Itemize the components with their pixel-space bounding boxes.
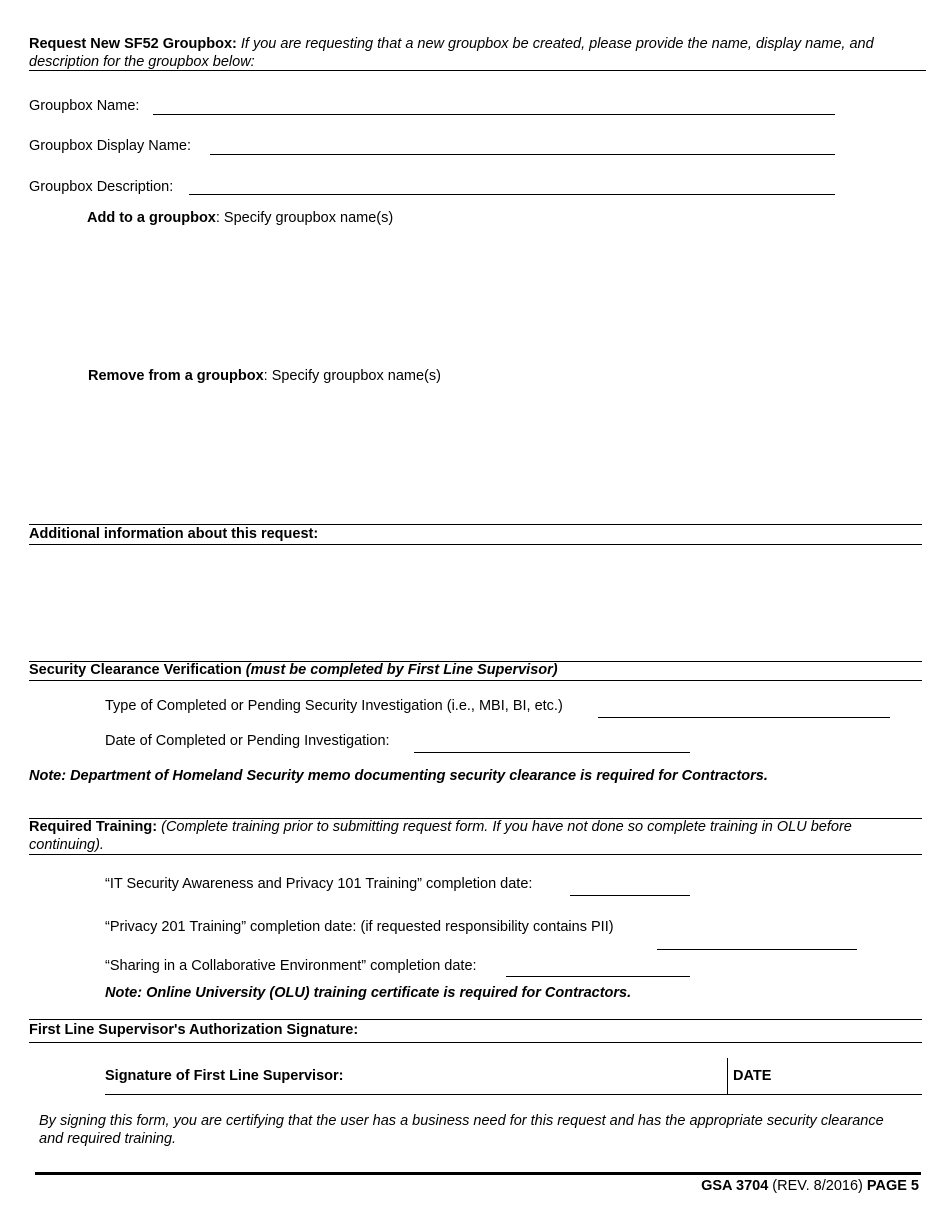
investigation-date-field[interactable] [414,752,690,753]
security-header [29,661,558,679]
training-heading: Required Training: [29,819,158,835]
divider [29,1042,922,1043]
divider [29,70,926,71]
training-note: Note: Online University (OLU) training certificate is required for Contractors. [105,985,632,1001]
it-security-label: “IT Security Awareness and Privacy 101 Training” completion date: [105,876,533,892]
investigation-type-label: Type of Completed or Pending Security Investigation (i.e., MBI, BI, etc.) [105,698,563,714]
new-groupbox-heading: Request New SF52 Groupbox: [29,36,237,52]
add-groupbox-line [87,209,393,227]
remove-groupbox-line [88,367,441,385]
divider [29,544,922,545]
add-groupbox-instruction: : Specify groupbox name(s) [215,210,394,226]
additional-info-heading: Additional information about this request: [29,526,319,542]
it-security-date-field[interactable] [570,895,690,896]
security-heading-note: (must be completed by First Line Supervisor) [245,662,558,678]
groupbox-name-field[interactable] [153,114,835,115]
remove-groupbox-instruction: : Specify groupbox name(s) [263,368,441,384]
divider [105,1094,922,1095]
new-groupbox-header [29,35,919,71]
security-heading: Security Clearance Verification [29,662,242,678]
form-number: GSA 3704 [701,1178,769,1194]
training-header [29,818,922,854]
groupbox-display-name-label: Groupbox Display Name: [29,138,191,154]
remove-groupbox-entry-area[interactable] [88,390,918,515]
divider [29,1019,922,1020]
form-revision: (REV. 8/2016) [772,1178,863,1194]
signature-field[interactable] [370,1058,725,1094]
add-groupbox-label: Add to a groupbox [87,210,216,226]
signature-label: Signature of First Line Supervisor: [105,1068,344,1084]
footer-rule [35,1172,921,1175]
training-instruction: (Complete training prior to submitting request form. If you have not done so complete training in OLU before continuing). [29,819,852,853]
groupbox-display-name-field[interactable] [210,154,835,155]
investigation-date-label: Date of Completed or Pending Investigation: [105,733,390,749]
divider [29,854,922,855]
footer [701,1177,919,1195]
groupbox-description-label: Groupbox Description: [29,179,174,195]
additional-info-entry-area[interactable] [29,548,922,656]
groupbox-description-field[interactable] [189,194,835,195]
date-label: DATE [733,1068,772,1084]
certification-text: By signing this form, you are certifying that the user has a business need for this request and has the appropriate security clearance and required training. [39,1113,884,1147]
sharing-label: “Sharing in a Collaborative Environment” completion date: [105,958,477,974]
page-number: PAGE 5 [866,1178,919,1194]
signature-date-separator [727,1058,728,1094]
investigation-type-field[interactable] [598,717,890,718]
divider [29,680,922,681]
privacy-201-date-field[interactable] [657,949,857,950]
groupbox-name-label: Groupbox Name: [29,98,140,114]
supervisor-heading: First Line Supervisor's Authorization Signature: [29,1022,359,1038]
sharing-date-field[interactable] [506,976,690,977]
privacy-201-label: “Privacy 201 Training” completion date: (if requested responsibility contains PII) [105,919,614,935]
remove-groupbox-label: Remove from a groupbox [88,368,264,384]
date-field[interactable] [775,1058,920,1094]
add-groupbox-entry-area[interactable] [87,232,917,362]
security-note: Note: Department of Homeland Security memo documenting security clearance is required for Contractors. [29,768,768,784]
new-groupbox-instruction: If you are requesting that a new groupbox be created, please provide the name, display name, and description for the groupbox below: [29,36,874,70]
